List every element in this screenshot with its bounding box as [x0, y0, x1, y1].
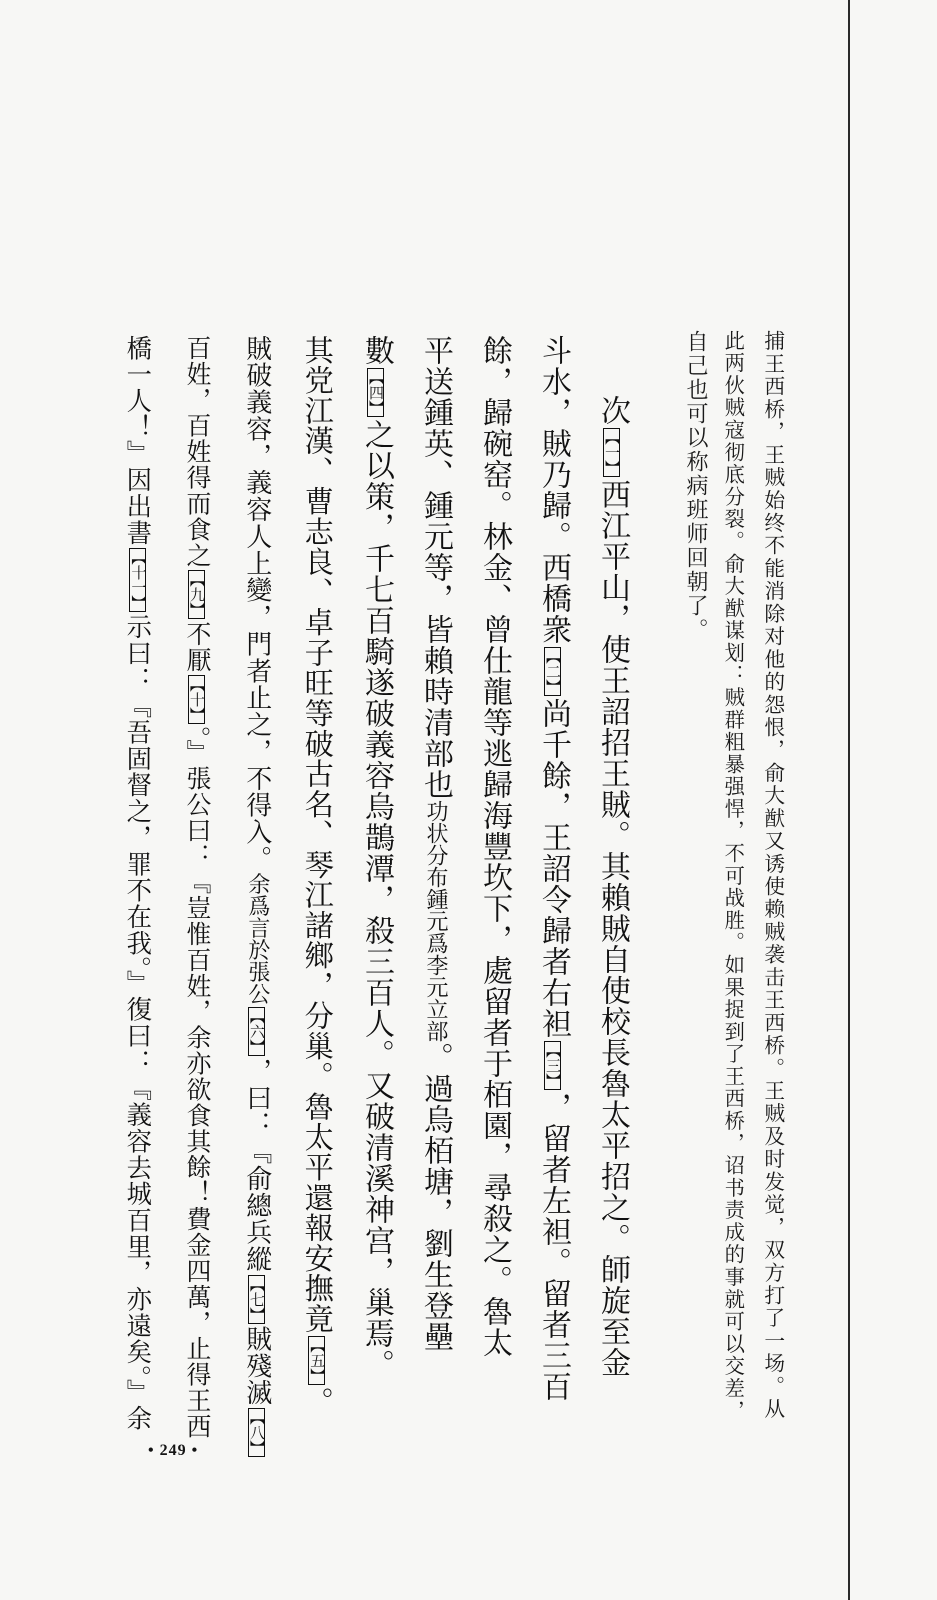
text: 斗水，賊乃歸。西橋衆	[536, 335, 571, 645]
original-line-7	[241, 335, 272, 1459]
original-line-4	[418, 335, 453, 1352]
text: 示曰：『吾固督之，罪不在我。』復曰：『義容去城百里，亦遠矣。』余	[123, 613, 154, 1432]
original-line-9	[123, 335, 154, 1432]
text: 賊殘滅	[241, 1325, 272, 1407]
annotation-marker: 【三】	[544, 1043, 562, 1088]
annotation-marker: 【一】	[603, 430, 621, 475]
text: 之以策，千七百騎遂破義容烏鵲潭，殺三百人。又破清溪神宫，巢焉。	[359, 419, 394, 1380]
inline-small-note: 功状分布鍾元爲李元立部	[423, 800, 448, 1042]
page-number: • 249 •	[148, 1442, 199, 1459]
annotation-marker: 【九】	[187, 572, 206, 618]
original-line-1	[595, 395, 630, 1378]
text: 西江平山，使王詔招王賊。其賴賊自使校長魯太平招之。師旋至金	[595, 479, 630, 1378]
original-line-6	[300, 335, 335, 1418]
text: 百姓，百姓得而食之	[182, 335, 212, 569]
text: 賊破義容，義容人上變，門者止之，不得入。	[241, 335, 272, 873]
text: 其党江漢、曹志良、卓子旺等破古名、琴江諸鄉，分巢。魯太平還報安撫竟	[300, 335, 335, 1334]
annotation-marker: 【四】	[367, 370, 385, 415]
annotation-marker: 【六】	[247, 1008, 266, 1054]
text: 不厭	[182, 621, 212, 674]
annotation-marker: 【五】	[308, 1337, 327, 1383]
inline-small-note: 余爲言於張公	[244, 872, 270, 1005]
annotation-marker: 【二】	[544, 649, 562, 694]
translation-line-2: 此两伙贼寇彻底分裂。俞大猷谋划：贼群粗暴强悍，不可战胜。如果捉到了王西桥，诏书责成的事就可以交差，	[721, 330, 746, 1423]
original-line-5	[359, 335, 394, 1380]
text: 餘，歸碗窑。林金、曾仕龍等逃歸海豐坎下，處留者于栢園，尋殺之。魯太	[477, 335, 512, 1358]
translation-line-3: 自己也可以称病班师回朝了。	[683, 330, 708, 642]
original-line-2	[536, 335, 571, 1402]
text: 數	[359, 335, 394, 366]
text: 橋一人！』因出書	[123, 335, 154, 546]
annotation-marker: 【八】	[247, 1410, 266, 1456]
text: ，曰：『俞總兵縱	[241, 1057, 272, 1273]
annotation-marker: 【十一】	[129, 549, 148, 610]
text: 尚千餘，王詔令歸者右袒	[536, 698, 571, 1039]
page-edge-rule	[848, 0, 850, 1600]
text: 次	[595, 395, 630, 426]
text: 。	[300, 1386, 335, 1418]
text: 平送鍾英、鍾元等，皆賴時清部也	[418, 335, 453, 800]
text: 。』張公曰：『豈惟百姓，余亦欲食其餘！費金四萬，止得王西	[182, 726, 212, 1440]
original-line-8	[182, 335, 212, 1440]
annotation-marker: 【十】	[187, 677, 206, 723]
annotation-marker: 【七】	[247, 1276, 266, 1322]
translation-line-1: 捕王西桥，王贼始终不能消除对他的怨恨，俞大猷又诱使赖贼袭击王西桥。王贼及时发觉，双方打了一场。从	[760, 330, 785, 1421]
text: 。過烏栢塘，劉生登壘	[418, 1042, 453, 1352]
text: ，留者左袒。留者三百	[536, 1092, 571, 1402]
original-line-3	[477, 335, 512, 1358]
